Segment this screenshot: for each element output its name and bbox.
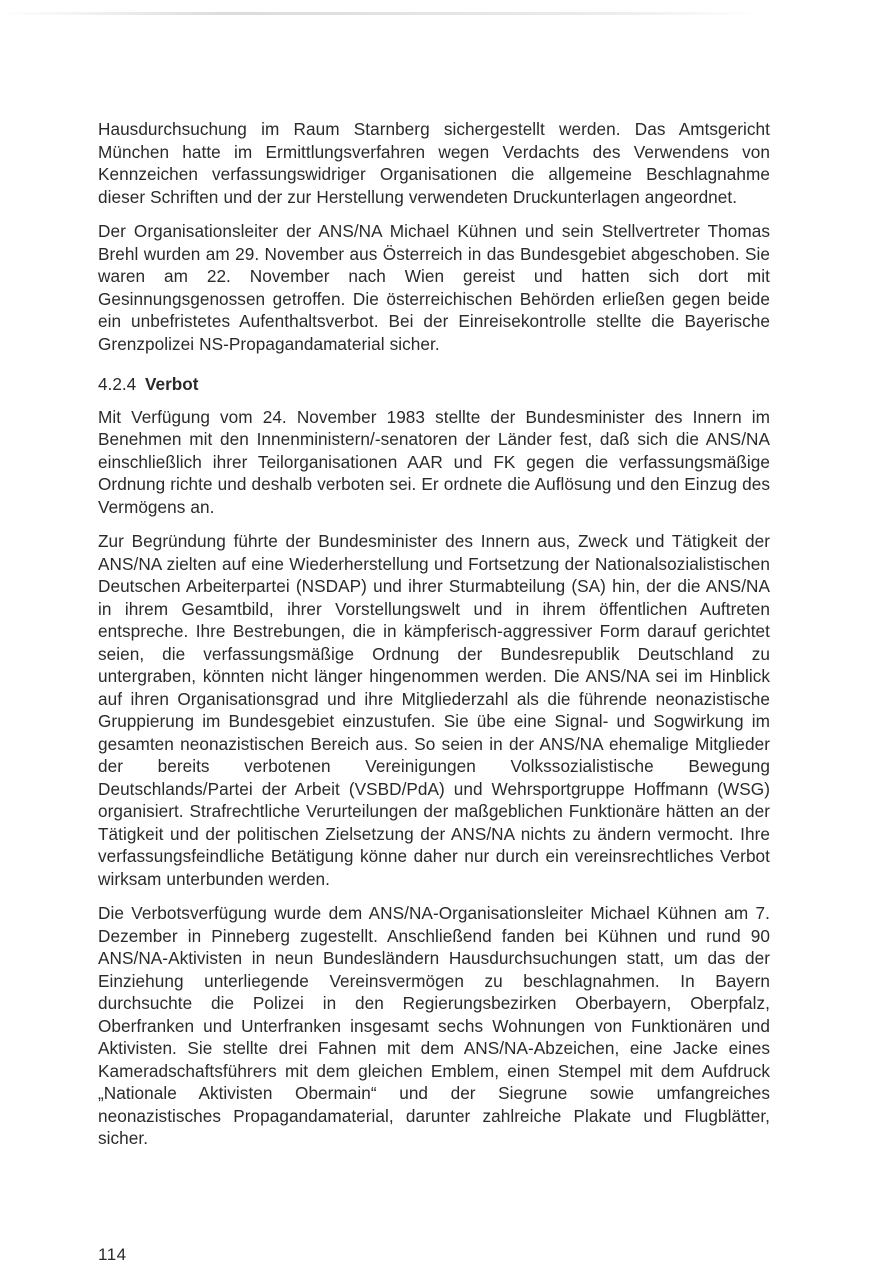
page-number: 114 [98, 1245, 127, 1264]
section-heading [98, 373, 770, 396]
section-number: 4.2.4 [98, 374, 137, 394]
paragraph-section-3: Die Verbotsverfügung wurde dem ANS/NA-Organisationsleiter Michael Kühnen am 7. Dezember in Pinneberg zugestellt. Anschließend fanden bei Kühnen und rund 90 ANS/NA-Aktivisten in neun Bundesländern Hausdurchsuchungen statt, um das der Einziehung unterliegende Vereinsvermögen zu beschlagnahmen. In Bayern durchsuchte die Polizei in den Regierungsbezirken Oberbayern, Oberpfalz, Oberfranken und Unterfranken insgesamt sechs Wohnungen von Funktionären und Aktivisten. Sie stellte drei Fahnen mit dem ANS/NA-Abzeichen, eine Jacke eines Kameradschaftsführers mit dem gleichen Emblem, einen Stempel mit dem Aufdruck „Nationale Aktivisten Obermain“ und der Siegrune sowie umfangreiches neonazistisches Propagandamaterial, darunter zahlreiche Plakate und Flugblätter, sicher. [98, 903, 770, 1148]
section-title: Verbot [145, 374, 199, 394]
page-body [98, 118, 770, 1150]
scan-edge-shadow [0, 12, 760, 15]
paragraph-intro-2: Der Organisationsleiter der ANS/NA Michael Kühnen und sein Stellvertreter Thomas Brehl wurden am 29. November aus Österreich in das Bundesgebiet abgeschoben. Sie waren am 22. November nach Wien gereist und hatten sich dort mit Gesinnungsgenossen getroffen. Die österreichischen Behörden erließen gegen beide ein unbefristetes Aufenthaltsverbot. Bei der Einreisekontrolle stellte die Bayerische Grenzpolizei NS-Propagandamaterial sicher. [98, 221, 770, 354]
paragraph-intro-1: Hausdurchsuchung im Raum Starnberg sichergestellt werden. Das Amtsgericht München hatte im Ermittlungsverfahren wegen Verdachts des Verwendens von Kennzeichen verfassungswidriger Organisationen die allgemeine Beschlagnahme dieser Schriften und der zur Herstellung verwendeten Druckunterlagen angeordnet. [98, 119, 770, 207]
paragraph-section-1: Mit Verfügung vom 24. November 1983 stellte der Bundesminister des Innern im Benehmen mit den Innenministern/-senatoren der Länder fest, daß sich die ANS/NA einschließlich ihrer Teilorganisationen AAR und FK gegen die verfassungsmäßige Ordnung richte und deshalb verboten sei. Er ordnete die Auflösung und den Einzug des Vermögens an. [98, 406, 770, 517]
paragraph-section-2: Zur Begründung führte der Bundesminister des Innern aus, Zweck und Tätigkeit der ANS/NA zielten auf eine Wiederherstellung und Fortsetzung der Nationalsozialistischen Deutschen Arbeiterpartei (NSDAP) und ihrer Sturmabteilung (SA) hin, der die ANS/NA in ihrem Gesamtbild, ihrer Vorstellungswelt und in ihrem öffentlichen Auftreten entspreche. Ihre Bestrebungen, die in kämpferisch-aggressiver Form darauf gerichtet seien, die verfassungsmäßige Ordnung der Bundesrepublik Deutschland zu untergraben, könnten nicht länger hingenommen werden. Die ANS/NA sei im Hinblick auf ihren Organisationsgrad und ihre Mitgliederzahl als die führende neonazistische Gruppierung im Bundesgebiet einzustufen. Sie übe eine Signal- und Sogwirkung im gesamten neonazistischen Bereich aus. So seien in der ANS/NA ehemalige Mitglieder der bereits verbotenen Vereinigungen Volkssozialistische Bewegung Deutschlands/Partei der Arbeit (VSBD/PdA) und Wehrsportgruppe Hoffmann (WSG) organisiert. Strafrechtliche Verurteilungen der maßgeblichen Funktionäre hätten an der Tätigkeit und der politischen Zielsetzung der ANS/NA nichts zu ändern vermocht. Ihre verfassungsfeindliche Betätigung könne daher nur durch ein vereinsrechtliches Verbot wirksam unterbunden werden. [98, 531, 770, 889]
